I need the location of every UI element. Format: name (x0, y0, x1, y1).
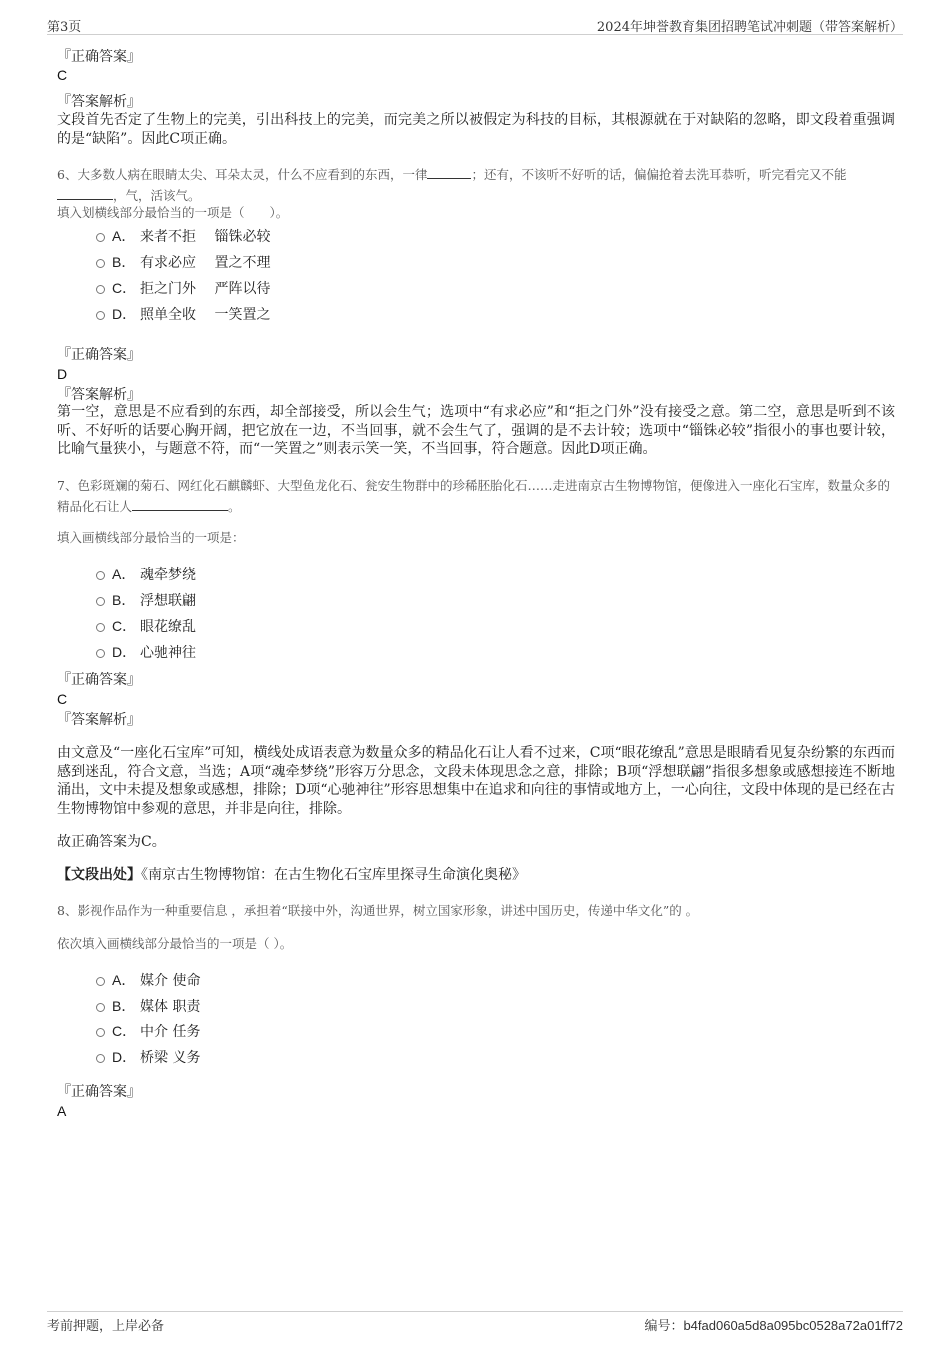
q5-analysis-label: 『答案解析』 (57, 94, 141, 110)
footer-slogan: 考前押题，上岸必备 (47, 1319, 165, 1334)
q8-answer: A (57, 1103, 67, 1119)
q6-option-b[interactable]: B． 有求必应 置之不理 (96, 253, 270, 272)
radio-icon[interactable] (96, 259, 105, 268)
q6-answer-label: 『正确答案』 (57, 347, 141, 363)
q7-conclusion: 故正确答案为C。 (57, 834, 166, 850)
q6-option-a[interactable]: A． 来者不拒 锱铢必较 (96, 227, 270, 246)
q6-stem: 6、大多数人病在眼睛太尖、耳朵太灵，什么不应看到的东西，一律 ；还有，不该听不好听的话，偏偏抢着去洗耳恭听，听完看完又不能，气，活该气。 (57, 164, 895, 206)
page-footer (47, 1311, 903, 1336)
radio-icon[interactable] (96, 311, 105, 320)
q5-answer: C (57, 67, 68, 83)
page-number: 第3页 (47, 20, 82, 35)
radio-icon[interactable] (96, 1003, 105, 1012)
q6-prompt: 填入划横线部分最恰当的一项是（ ）。 (57, 205, 289, 220)
radio-icon[interactable] (96, 233, 105, 242)
page-header (47, 14, 903, 35)
q8-prompt: 依次填入画横线部分最恰当的一项是（ ）。 (57, 936, 293, 951)
radio-icon[interactable] (96, 649, 105, 658)
q7-option-d[interactable]: D． 心驰神往 (96, 643, 196, 662)
radio-icon[interactable] (96, 571, 105, 580)
q7-source: 【文段出处】《南京古生物博物馆：在古生物化石宝库里探寻生命演化奥秘》 (57, 867, 526, 883)
document-code: 编号：b4fad060a5d8a095bc0528a72a01ff72 (644, 1318, 903, 1334)
q6-analysis-label: 『答案解析』 (57, 387, 141, 403)
radio-icon[interactable] (96, 1054, 105, 1063)
q5-analysis: 文段首先否定了生物上的完美，引出科技上的完美，而完美之所以被假定为科技的目标，其根源就在于对缺陷的忽略，即文段着重强调的是“缺陷”。因此C项正确。 (57, 112, 895, 147)
q7-option-a[interactable]: A． 魂牵梦绕 (96, 565, 196, 584)
q6-option-c[interactable]: C． 拒之门外 严阵以待 (96, 279, 270, 298)
q8-option-a[interactable]: A． 媒介 使命 (96, 971, 200, 990)
q7-prompt: 填入画横线部分最恰当的一项是： (57, 530, 245, 545)
q8-answer-label: 『正确答案』 (57, 1084, 141, 1100)
q8-option-c[interactable]: C． 中介 任务 (96, 1022, 200, 1041)
q8-option-d[interactable]: D． 桥梁 义务 (96, 1048, 200, 1067)
radio-icon[interactable] (96, 623, 105, 632)
radio-icon[interactable] (96, 285, 105, 294)
q7-option-b[interactable]: B． 浮想联翩 (96, 591, 196, 610)
q5-answer-label: 『正确答案』 (57, 49, 141, 65)
q7-analysis-label: 『答案解析』 (57, 712, 141, 728)
radio-icon[interactable] (96, 1028, 105, 1037)
document-title: 2024年坤誉教育集团招聘笔试冲刺题（带答案解析） (596, 20, 903, 35)
q8-option-b[interactable]: B． 媒体 职责 (96, 997, 200, 1016)
q7-analysis: 由文意及“一座化石宝库”可知，横线处成语表意为数量众多的精品化石让人看不过来，C项“眼花缭乱”意思是眼睛看见复杂纷繁的东西而感到迷乱，符合文意，当选；A项“魂牵梦绕”形容万分思念，文段未体现思念之意，排除；B项“浮想联翩”指很多想象或感想接连不断地涌出，文中未提及想象或感想，排除；D项“心驰神往”形容思想集中在追求和向往的事情或地方上，一心向往，文段中体现的是已经在古生物博物馆中参观的意思，并非是向往，排除。 (57, 745, 895, 817)
q7-option-c[interactable]: C． 眼花缭乱 (96, 617, 196, 636)
radio-icon[interactable] (96, 597, 105, 606)
q7-answer-label: 『正确答案』 (57, 672, 141, 688)
radio-icon[interactable] (96, 977, 105, 986)
q6-option-d[interactable]: D． 照单全收 一笑置之 (96, 305, 270, 324)
q7-answer: C (57, 691, 68, 707)
q8-stem: 8、影视作品作为一种重要信息 ，承担着“联接中外，沟通世界，树立国家形象，讲述中国历史，传递中华文化”的 。 (57, 903, 699, 918)
q6-analysis: 第一空，意思是不应看到的东西，却全部接受，所以会生气；选项中“有求必应”和“拒之门外”没有接受之意。第二空，意思是听到不该听、不好听的话要心胸开阔，把它放在一边，不当回事，就不会生气了，强调的是不去计较；选项中“锱铢必较”指很小的事也要计较，比喻气量狭小，与题意不符，而“一笑置之”则表示笑一笑，不当回事，符合题意。因此D项正确。 (57, 404, 895, 457)
q6-answer: D (57, 366, 68, 382)
q7-stem: 7、色彩斑斓的菊石、网红化石麒麟虾、大型鱼龙化石、瓮安生物群中的珍稀胚胎化石……走进南京古生物博物馆，便像进入一座化石宝库，数量众多的精品化石让人 。 (57, 478, 890, 514)
